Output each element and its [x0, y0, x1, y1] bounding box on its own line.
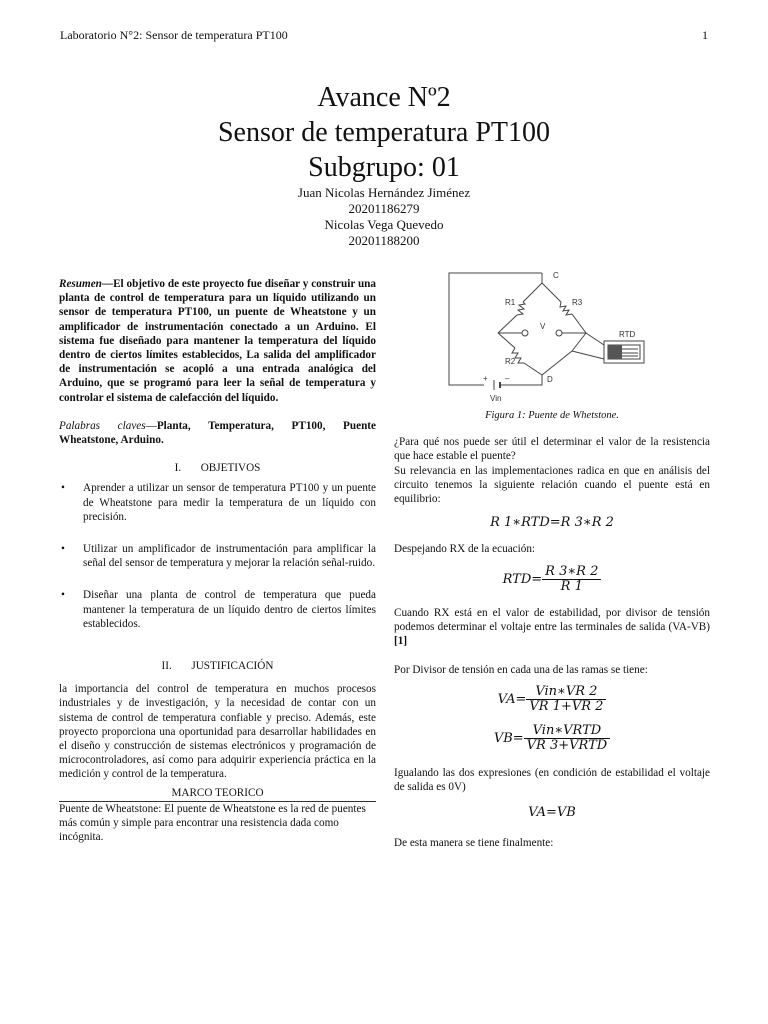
abstract-text: El objetivo de este proyecto fue diseñar y construir una planta de control de temperatura para un líquido utilizando un sensor de temperatura PT100, un puente de Wheatstone y un amplificador de instrumentación conectado a un Arduino. El sistema fue diseñado para mantener la temperatura del líquido dentro de ciertos límites establecidos, La salida del amplificador de instrumentación se acopló a una entrada analógica del Arduino, que se programó para leer la señal de temperatura y controlar el sistema de calefacción del líquido.	[59, 278, 376, 404]
equation-1: R 1∗RTD=R 3∗R 2	[490, 515, 614, 531]
equation-2	[394, 565, 710, 594]
node-c-label: C	[553, 271, 559, 280]
eq3-denominator: VR 1+VR 2	[529, 699, 604, 715]
objectives-list	[59, 481, 376, 631]
r1-label: R1	[505, 298, 516, 307]
divisor-text: Por Divisor de tensión en cada una de las ramas se tiene:	[394, 663, 648, 676]
objective-text: Utilizar un amplificador de instrumentación para amplificar la señal del sensor de temperatura y mejorar la relación señal-ruido.	[83, 543, 376, 570]
node-d-label: D	[547, 375, 553, 384]
section-number: I.	[174, 462, 182, 475]
list-item	[59, 588, 376, 631]
justification-text: la importancia del control de temperatura en muchos procesos industriales y de investigación, y la necesidad de contar con un sistema de control de temperatura confiable y preciso. Además, este proyecto proporciona una oportunidad para desarrollar habilidades en el diseño y construcción de sistemas electrónicos y programación de microcontroladores, así como para adquirir experiencia práctica en la medición y control de la temperatura.	[59, 683, 376, 781]
plus-label: +	[483, 374, 488, 383]
title-line-2: Sensor de temperatura PT100	[217, 117, 551, 148]
vin-label: Vin	[490, 394, 502, 403]
title-block	[0, 80, 768, 249]
eq3-numerator: Vin∗VR 2	[526, 685, 606, 700]
author-name-1: Juan Nicolas Hernández Jiménez	[297, 185, 471, 200]
wheatstone-figure	[394, 267, 710, 409]
keywords-dash: —	[145, 419, 157, 432]
abstract-label: Resumen	[59, 278, 102, 290]
despejando-text: Despejando RX de la ecuación:	[394, 543, 536, 556]
section-title: OBJETIVOS	[200, 462, 261, 475]
citation-ref: [1]	[394, 635, 408, 648]
list-item	[59, 542, 376, 570]
title-line-3: Subgrupo: 01	[308, 152, 460, 183]
eq4-numerator: Vin∗VRTD	[524, 724, 611, 739]
objective-text: Diseñar una planta de control de temperatura que pueda mantener la temperatura de un líquido dentro de ciertos límites establecidos.	[83, 589, 376, 630]
section-heading-objetivos	[59, 461, 376, 475]
equation-3	[394, 685, 710, 714]
abstract	[59, 277, 376, 405]
running-title: Laboratorio N°2: Sensor de temperatura PT100	[60, 28, 288, 42]
r2-label: R2	[505, 357, 516, 366]
eq4-lhs: VB=	[493, 731, 524, 747]
eq2-numerator: R 3∗R 2	[542, 565, 601, 580]
running-header	[60, 28, 708, 43]
keywords-label: Palabras claves	[59, 419, 146, 432]
bullet: •	[61, 589, 65, 602]
page-number: 1	[702, 28, 708, 42]
bullet: •	[61, 543, 65, 556]
eq3-lhs: VA=	[497, 692, 527, 708]
section-title: JUSTIFICACIÓN	[191, 660, 274, 673]
section-heading-justificacion	[59, 659, 376, 673]
eq2-lhs: RTD=	[502, 571, 543, 587]
minus-label: –	[505, 374, 510, 383]
section-heading-marco: MARCO TEORICO	[171, 786, 264, 799]
keywords-text: Planta, Temperatura, PT100, Puente Wheatstone, Arduino.	[59, 419, 376, 447]
section-number: II.	[161, 660, 172, 673]
title-line-1: Avance Nº2	[317, 82, 451, 113]
cuando-body: Cuando RX está en el valor de estabilidad, por divisor de tensión podemos determinar el voltaje entre las terminales de salida (VA-VB)	[394, 607, 710, 634]
author-name-2: Nicolas Vega Quevedo	[324, 217, 444, 232]
author-id-1: 20201186279	[348, 201, 420, 216]
eq4-fraction	[524, 724, 611, 753]
eq2-fraction	[542, 565, 601, 594]
r3-label: R3	[572, 298, 583, 307]
meter-label: V	[540, 322, 546, 331]
left-column	[59, 277, 376, 845]
explanation-text: Su relevancia en las implementaciones radica en que en análisis del circuito tenemos la siguiente relación cuando el puente está en equilibrio:	[394, 464, 710, 506]
cuando-text	[394, 606, 710, 649]
eq4-denominator: VR 3+VRTD	[526, 738, 608, 754]
bullet: •	[61, 482, 65, 495]
keywords	[59, 419, 376, 447]
final-text: De esta manera se tiene finalmente:	[394, 837, 554, 850]
objective-text: Aprender a utilizar un sensor de temperatura PT100 y un puente de Wheatstone para medir la temperatura de un líquido con precisión.	[83, 482, 376, 523]
figure-caption: Figura 1: Puente de Whetstone.	[485, 410, 619, 421]
igualando-text: Igualando las dos expresiones (en condición de estabilidad el voltaje de salida es 0V)	[394, 766, 710, 793]
right-column	[394, 271, 710, 850]
equation-5: VA=VB	[528, 805, 576, 821]
rtd-sensor-block	[608, 345, 622, 359]
eq3-fraction	[526, 685, 606, 714]
equation-4	[394, 724, 710, 753]
abstract-dash: —	[101, 278, 114, 290]
marco-text: Puente de Wheatstone: El puente de Wheatstone es la red de puentes más común y simple para encontrar una resistencia dada como incógnita.	[59, 802, 366, 844]
question-text: ¿Para qué nos puede ser útil el determinar el valor de la resistencia que hace estable el puente?	[394, 436, 710, 463]
rtd-label: RTD	[619, 330, 636, 339]
author-id-2: 20201188200	[348, 233, 420, 248]
eq2-denominator: R 1	[560, 578, 583, 594]
list-item	[59, 481, 376, 524]
